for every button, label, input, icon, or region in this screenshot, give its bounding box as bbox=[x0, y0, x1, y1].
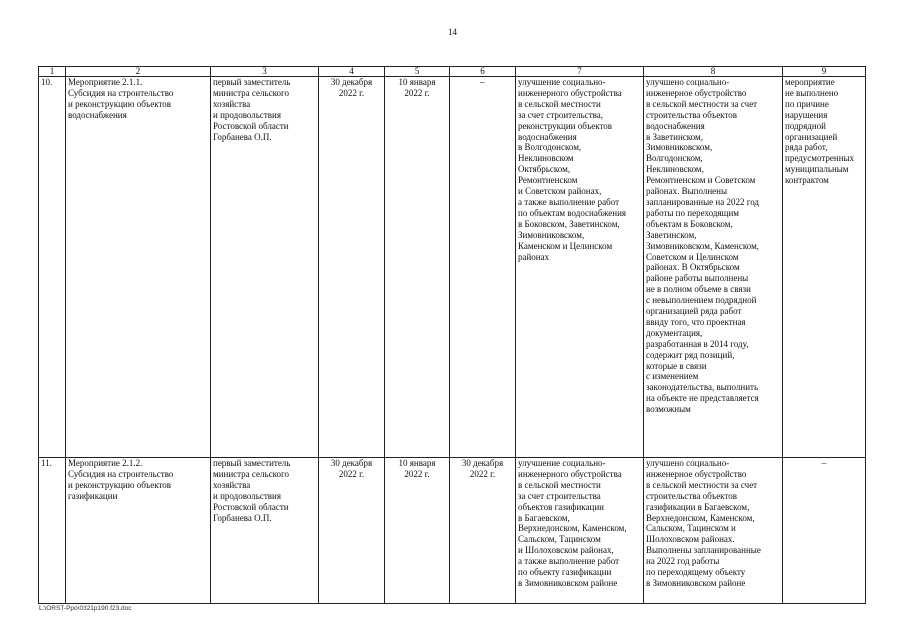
cell-line: по причине bbox=[785, 98, 829, 109]
cell-line: 2022 г. bbox=[404, 87, 430, 98]
cell-line: по переходящему объекту bbox=[646, 567, 746, 578]
cell-line: Заветинском, bbox=[646, 229, 697, 240]
problems-cell bbox=[783, 77, 866, 458]
column-number: 4 bbox=[319, 67, 385, 77]
cell-line: в Багаевском, bbox=[518, 512, 570, 523]
cell-line: организацией bbox=[785, 131, 838, 142]
cell-line: по объекту газификации bbox=[518, 567, 612, 578]
cell-line: а также выполнение работ bbox=[518, 556, 620, 567]
cell-line: Ремонтненском и Советском bbox=[646, 175, 756, 186]
column-number: 5 bbox=[385, 67, 450, 77]
column-number-row bbox=[39, 67, 866, 77]
cell-line: Горбанева О.П. bbox=[213, 131, 272, 142]
page-number: 14 bbox=[448, 27, 457, 37]
cell-line: хозяйства bbox=[213, 479, 251, 490]
cell-line: в сельской местности за счет bbox=[646, 98, 758, 109]
cell-line: ввиду того, что проектная bbox=[646, 316, 746, 327]
cell-line: объектов газификации bbox=[518, 501, 604, 512]
cell-line: Шолоховском районах. bbox=[646, 534, 735, 545]
cell-line: водоснабжения bbox=[518, 131, 577, 142]
table-row bbox=[39, 458, 866, 604]
cell-line: – bbox=[821, 458, 827, 468]
cell-line: первый заместитель bbox=[213, 458, 291, 468]
cell-line: районе работы выполнены bbox=[646, 273, 749, 284]
cell-line: возможным bbox=[646, 404, 691, 415]
cell-line: подрядной bbox=[785, 120, 826, 131]
cell-line: за счет строительства bbox=[518, 490, 601, 501]
planned-start-date-cell bbox=[319, 77, 385, 458]
cell-line: Субсидия на строительство bbox=[68, 468, 174, 479]
cell-line: – bbox=[480, 77, 485, 87]
cell-line: министра сельского bbox=[213, 468, 289, 479]
achieved-result-cell bbox=[644, 458, 783, 604]
cell-line: на объекте не представляется bbox=[646, 393, 759, 404]
cell-line: 10 января bbox=[398, 77, 436, 87]
cell-line: 30 декабря bbox=[461, 458, 504, 468]
cell-line: Волгодонском, bbox=[646, 153, 703, 164]
cell-line: районах. В Октябрьском bbox=[646, 262, 740, 273]
cell-line: и реконструкцию объектов bbox=[68, 479, 172, 490]
cell-line: Неклиновском bbox=[518, 153, 574, 164]
cell-line: улучшено социально- bbox=[646, 458, 730, 468]
cell-line: Зимовниковском, bbox=[646, 142, 713, 153]
cell-line: и продовольствия bbox=[213, 490, 282, 501]
event-name-cell bbox=[66, 458, 211, 604]
cell-line: организацией ряда работ bbox=[646, 306, 742, 317]
cell-line: Верхнедонском, Каменском, bbox=[518, 523, 627, 534]
cell-line: которые в связи bbox=[646, 360, 707, 371]
cell-line: строительства объектов bbox=[646, 490, 738, 501]
cell-line: хозяйства bbox=[213, 98, 251, 109]
cell-line: первый заместитель bbox=[213, 77, 291, 87]
column-number: 2 bbox=[66, 67, 211, 77]
responsible-person-cell bbox=[211, 77, 319, 458]
cell-line: с изменением bbox=[646, 371, 699, 382]
achieved-result-cell bbox=[644, 77, 783, 458]
actual-date-cell bbox=[450, 458, 516, 604]
cell-line: 10 января bbox=[398, 458, 436, 468]
cell-line: водоснабжения bbox=[646, 120, 705, 131]
cell-line: муниципальным bbox=[785, 164, 849, 175]
cell-line: 2022 г. bbox=[469, 468, 496, 479]
column-number: 1 bbox=[39, 67, 66, 77]
planned-end-date-cell bbox=[385, 77, 450, 458]
responsible-person-cell bbox=[211, 458, 319, 604]
cell-line: улучшение социально- bbox=[518, 458, 606, 468]
cell-line: Мероприятие 2.1.2. bbox=[68, 458, 143, 468]
cell-line: улучшено социально- bbox=[646, 77, 730, 87]
cell-line: контрактом bbox=[785, 175, 829, 186]
cell-line: нарушения bbox=[785, 109, 828, 120]
cell-line: и Шолоховском районах, bbox=[518, 545, 614, 556]
planned-end-date-cell bbox=[385, 458, 450, 604]
cell-line: содержит ряд позиций, bbox=[646, 349, 735, 360]
cell-line: газификации bbox=[68, 490, 118, 501]
cell-line: и реконструкцию объектов bbox=[68, 98, 172, 109]
cell-line: в Зимовниковском районе bbox=[646, 577, 746, 588]
actual-date-cell bbox=[450, 77, 516, 458]
report-table bbox=[38, 66, 866, 604]
column-number: 8 bbox=[644, 67, 783, 77]
cell-line: 2022 г. bbox=[338, 87, 365, 98]
cell-line: Ремонтненском bbox=[518, 175, 578, 186]
column-number: 3 bbox=[211, 67, 319, 77]
file-path-footer: L:\ORST-Ppo\0321p190.f23.doc bbox=[39, 605, 132, 612]
cell-line: по объектам водоснабжения bbox=[518, 207, 627, 218]
cell-line: районах bbox=[518, 251, 550, 262]
cell-line: 2022 г. bbox=[338, 468, 365, 479]
cell-line: в Волгодонском, bbox=[518, 142, 582, 153]
column-number: 7 bbox=[516, 67, 644, 77]
cell-line: Мероприятие 2.1.1. bbox=[68, 77, 143, 87]
cell-line: на 2022 год работы bbox=[646, 556, 720, 567]
cell-line: Верхнедонском, Каменском, bbox=[646, 512, 755, 523]
cell-line: улучшение социально- bbox=[518, 77, 606, 87]
cell-line: Неклиновском, bbox=[646, 164, 704, 175]
cell-line: реконструкции объектов bbox=[518, 120, 613, 131]
cell-line: Субсидия на строительство bbox=[68, 87, 174, 98]
cell-line: за счет строительства, bbox=[518, 109, 603, 120]
cell-line: 30 декабря bbox=[330, 458, 373, 468]
cell-line: работы по переходящим bbox=[646, 207, 739, 218]
cell-line: инженерное обустройство bbox=[646, 468, 747, 479]
cell-line: Каменском и Целинском bbox=[518, 240, 613, 251]
cell-line: Советском и Целинском bbox=[646, 251, 739, 262]
row-number-cell bbox=[39, 77, 66, 458]
cell-line: районах. Выполнены bbox=[646, 186, 728, 197]
cell-line: и Советском районах, bbox=[518, 186, 602, 197]
table-row bbox=[39, 77, 866, 458]
cell-line: 11. bbox=[41, 458, 52, 468]
cell-line: Зимовниковском, Каменском, bbox=[646, 240, 760, 251]
cell-line: инженерного обустройства bbox=[518, 468, 622, 479]
cell-line: предусмотренных bbox=[785, 153, 855, 164]
expected-result-cell bbox=[516, 77, 644, 458]
cell-line: а также выполнение работ bbox=[518, 196, 620, 207]
column-number: 6 bbox=[450, 67, 516, 77]
cell-line: и продовольствия bbox=[213, 109, 282, 120]
cell-line: инженерное обустройство bbox=[646, 87, 747, 98]
cell-line: законодательства, выполнить bbox=[646, 382, 759, 393]
cell-line: Сальском, Тацинском и bbox=[646, 523, 736, 534]
cell-line: с невыполнением подрядной bbox=[646, 295, 757, 306]
cell-line: строительства объектов bbox=[646, 109, 738, 120]
column-number: 9 bbox=[783, 67, 866, 77]
cell-line: газификации в Багаевском, bbox=[646, 501, 750, 512]
expected-result-cell bbox=[516, 458, 644, 604]
cell-line: объектам в Боковском, bbox=[646, 218, 733, 229]
cell-line: в Заветинском, bbox=[646, 131, 703, 142]
row-number-cell bbox=[39, 458, 66, 604]
cell-line: 10. bbox=[41, 77, 53, 87]
cell-line: мероприятие bbox=[785, 77, 835, 87]
cell-line: Ростовской области bbox=[213, 120, 289, 131]
event-name-cell bbox=[66, 77, 211, 458]
cell-line: Ростовской области bbox=[213, 501, 289, 512]
cell-line: инженерного обустройства bbox=[518, 87, 622, 98]
cell-line: Сальском, Тацинском bbox=[518, 534, 601, 545]
cell-line: Октябрьском, bbox=[518, 164, 571, 175]
cell-line: водоснабжения bbox=[68, 109, 127, 120]
cell-line: министра сельского bbox=[213, 87, 289, 98]
cell-line: не в полном объеме в связи bbox=[646, 284, 751, 295]
cell-line: Горбанева О.П. bbox=[213, 512, 272, 523]
cell-line: запланированные на 2022 год bbox=[646, 196, 760, 207]
cell-line: в сельской местности bbox=[518, 98, 601, 109]
cell-line: ряда работ, bbox=[785, 142, 828, 153]
cell-line: 2022 г. bbox=[404, 468, 430, 479]
cell-line: разработанная в 2014 году, bbox=[646, 338, 749, 349]
cell-line: не выполнено bbox=[785, 87, 839, 98]
cell-line: Выполнены запланированные bbox=[646, 545, 761, 556]
cell-line: Зимовниковском, bbox=[518, 229, 585, 240]
planned-start-date-cell bbox=[319, 458, 385, 604]
cell-line: в сельской местности за счет bbox=[646, 479, 758, 490]
cell-line: 30 декабря bbox=[330, 77, 373, 87]
cell-line: в Боковском, Заветинском, bbox=[518, 218, 620, 229]
cell-line: в сельской местности bbox=[518, 479, 601, 490]
cell-line: в Зимовниковском районе bbox=[518, 577, 618, 588]
cell-line: документация, bbox=[646, 327, 703, 338]
problems-cell bbox=[783, 458, 866, 604]
